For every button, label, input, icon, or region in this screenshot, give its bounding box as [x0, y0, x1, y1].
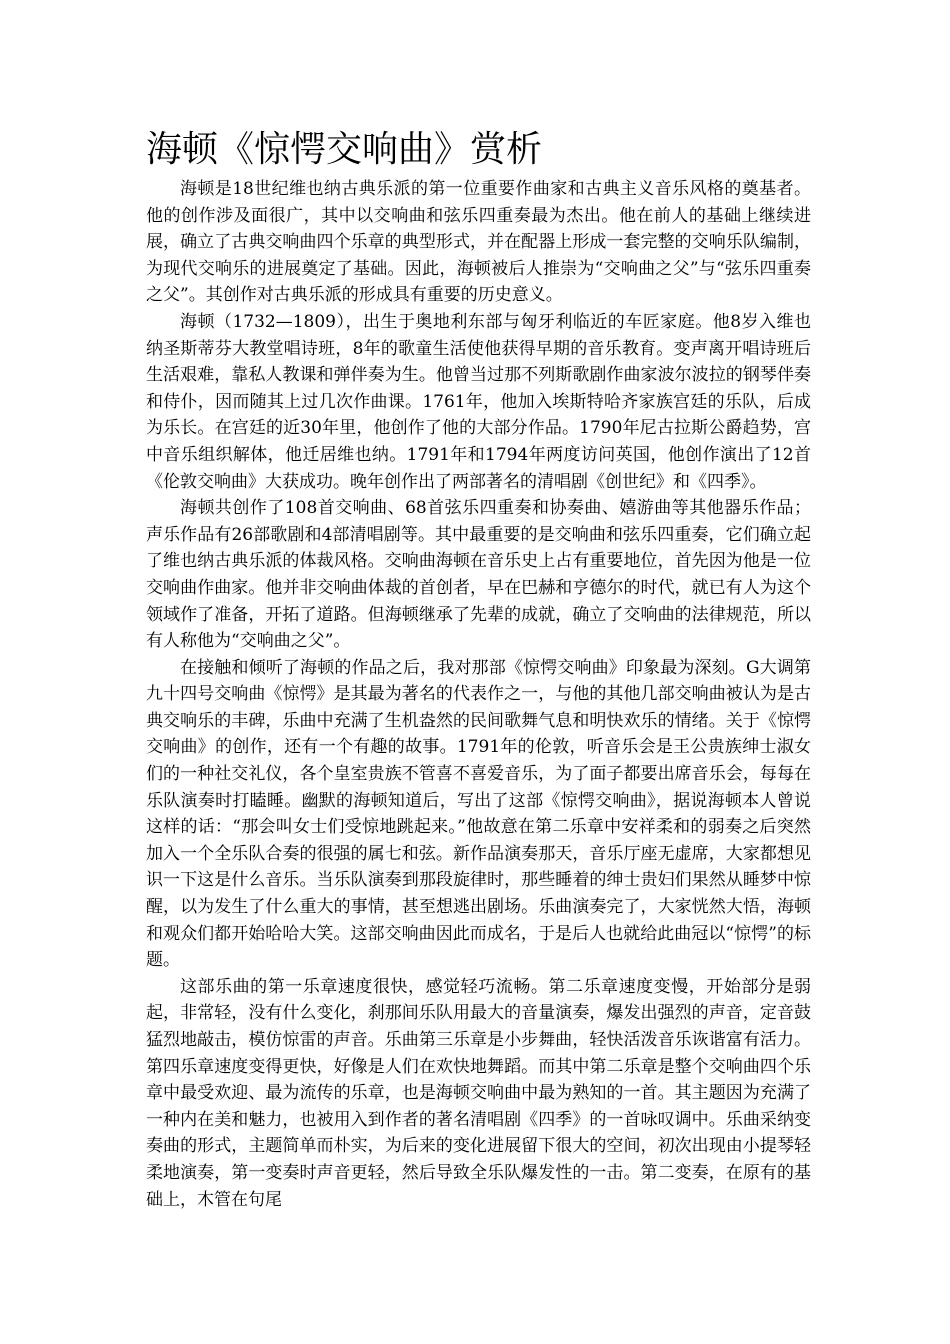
article-body	[146, 176, 811, 1213]
paragraph-biography: 海顿（1732—1809），出生于奥地利东部与匈牙利临近的车匠家庭。他8岁入维也纳圣斯蒂芬大教堂唱诗班，8年的歌童生活使他获得早期的音乐教育。变声离开唱诗班后生活艰难，靠私人教课和弹伴奏为生。他曾当过那不列斯歌剧作曲家波尔波拉的钢琴伴奏和侍仆，因而随其上过几次作曲课。1761年，他加入埃斯特哈齐家族宫廷的乐队，后成为乐长。在宫廷的近30年里，他创作了他的大部分作品。1790年尼古拉斯公爵趋势，宫中音乐组织解体，他迁居维也纳。1791年和1794年两度访问英国，他创作演出了12首《伦敦交响曲》大获成功。晚年创作出了两部著名的清唱剧《创世纪》和《四季》。	[146, 311, 811, 492]
paragraph-surprise-story: 在接触和倾听了海顿的作品之后，我对那部《惊愕交响曲》印象最为深刻。G大调第九十四号交响曲《惊愕》是其最为著名的代表作之一，与他的其他几部交响曲被认为是古典交响乐的丰碑，乐曲中充满了生机盎然的民间歌舞气息和明快欢乐的情绪。关于《惊愕交响曲》的创作，还有一个有趣的故事。1791年的伦敦，听音乐会是王公贵族绅士淑女们的一种社交礼仪，各个皇室贵族不管喜不喜爱音乐，为了面子都要出席音乐会，每每在乐队演奏时打瞌睡。幽默的海顿知道后，写出了这部《惊愕交响曲》，据说海顿本人曾说这样的话：“那会叫女士们受惊地跳起来。”他故意在第二乐章中安祥柔和的弱奏之后突然加入一个全乐队合奏的很强的属七和弦。新作品演奏那天，音乐厅座无虚席，大家都想见识一下这是什么音乐。当乐队演奏到那段旋律时，那些睡着的绅士贵妇们果然从睡梦中惊醒，以为发生了什么重大的事情，甚至想逃出剧场。乐曲演奏完了，大家恍然大悟，海顿和观众们都开始哈哈大笑。这部交响曲因此而成名，于是后人也就给此曲冠以“惊愕”的标题。	[146, 657, 811, 971]
paragraph-movements: 这部乐曲的第一乐章速度很快，感觉轻巧流畅。第二乐章速度变慢，开始部分是弱起，非常轻，没有什么变化，刹那间乐队用最大的音量演奏，爆发出强烈的声音，定音鼓猛烈地敲击，模仿惊雷的声音。乐曲第三乐章是小步舞曲，轻快活泼音乐诙谐富有活力。第四乐章速度变得更快，好像是人们在欢快地舞蹈。而其中第二乐章是整个交响曲四个乐章中最受欢迎、最为流传的乐章，也是海顿交响曲中最为熟知的一首。其主题因为充满了一种内在美和魅力，也被用入到作者的著名清唱剧《四季》的一首咏叹调中。乐曲采纳变奏曲的形式，主题简单而朴实，为后来的变化进展留下很大的空间，初次出现由小提琴轻柔地演奏，第一变奏时声音更轻，然后导致全乐队爆发性的一击。第二变奏，在原有的基础上，木管在句尾	[146, 976, 811, 1210]
paragraph-intro: 海顿是18世纪维也纳古典乐派的第一位重要作曲家和古典主义音乐风格的奠基者。他的创作涉及面很广，其中以交响曲和弦乐四重奏最为杰出。他在前人的基础上继续进展，确立了古典交响曲四个乐章的典型形式，并在配器上形成一套完整的交响乐队编制，为现代交响乐的进展奠定了基础。因此，海顿被后人推崇为“交响曲之父”与“弦乐四重奏之父”。其创作对古典乐派的形成具有重要的历史意义。	[146, 179, 811, 306]
paragraph-works: 海顿共创作了108首交响曲、68首弦乐四重奏和协奏曲、嬉游曲等其他器乐作品；声乐作品有26部歌剧和4部清唱剧等。其中最重要的是交响曲和弦乐四重奏，它们确立起了维也纳古典乐派的体裁风格。交响曲海顿在音乐史上占有重要地位，首先因为他是一位交响曲作曲家。他并非交响曲体裁的首创者，早在巴赫和亨德尔的时代，就已有人为这个领域作了准备，开拓了道路。但海顿继承了先辈的成就，确立了交响曲的法律规范，所以有人称他为“交响曲之父”。	[146, 498, 811, 652]
page-title: 海顿《惊愕交响曲》赏析	[146, 129, 543, 170]
